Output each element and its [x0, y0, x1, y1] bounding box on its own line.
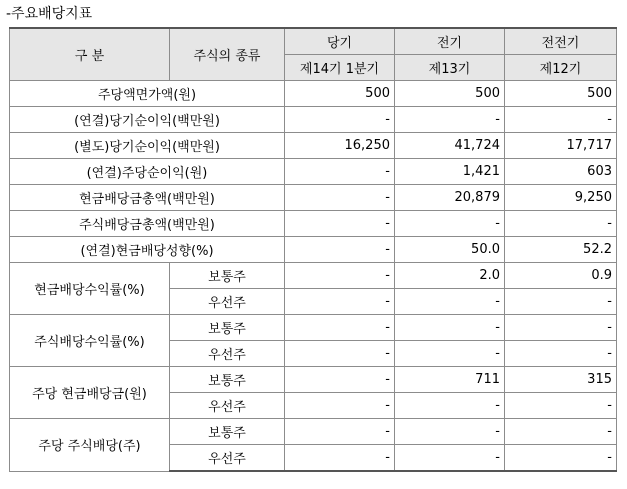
stock-type-cell: 보통주 — [170, 367, 285, 393]
value-cell: 500 — [285, 81, 395, 107]
value-cell: - — [285, 445, 395, 472]
value-cell: 17,717 — [505, 133, 617, 159]
stock-type-cell: 우선주 — [170, 445, 285, 472]
value-cell: - — [285, 419, 395, 445]
value-cell: 315 — [505, 367, 617, 393]
value-cell: - — [285, 185, 395, 211]
value-cell: - — [505, 393, 617, 419]
value-cell: - — [285, 107, 395, 133]
value-cell: - — [395, 107, 505, 133]
group-label: 주당 현금배당금(원) — [10, 367, 170, 419]
table-row — [10, 263, 617, 289]
value-cell: 711 — [395, 367, 505, 393]
period-sub-before-previous: 제12기 — [505, 55, 617, 81]
value-cell: - — [395, 315, 505, 341]
value-cell: - — [505, 211, 617, 237]
stock-type-cell: 보통주 — [170, 263, 285, 289]
value-cell: - — [505, 315, 617, 341]
period-header-before-previous: 전전기 — [505, 28, 617, 55]
period-header-current: 당기 — [285, 28, 395, 55]
header-row — [10, 28, 617, 55]
value-cell: 603 — [505, 159, 617, 185]
value-cell: - — [395, 341, 505, 367]
value-cell: 41,724 — [395, 133, 505, 159]
group-label: 주당 주식배당(주) — [10, 419, 170, 472]
value-cell: 16,250 — [285, 133, 395, 159]
stock-type-cell: 우선주 — [170, 289, 285, 315]
value-cell: - — [395, 211, 505, 237]
table-row — [10, 159, 617, 185]
group-label: 현금배당수익률(%) — [10, 263, 170, 315]
stock-type-cell: 보통주 — [170, 315, 285, 341]
value-cell: - — [505, 289, 617, 315]
value-cell: - — [395, 289, 505, 315]
row-label: (연결)주당순이익(원) — [10, 159, 285, 185]
stock-type-cell: 보통주 — [170, 419, 285, 445]
table-row — [10, 419, 617, 445]
value-cell: 1,421 — [395, 159, 505, 185]
value-cell: - — [505, 445, 617, 472]
value-cell: 50.0 — [395, 237, 505, 263]
row-label: (별도)당기순이익(백만원) — [10, 133, 285, 159]
value-cell: 9,250 — [505, 185, 617, 211]
category-header: 구 분 — [10, 28, 170, 81]
dividend-indicators-table — [9, 27, 617, 472]
row-label: 현금배당금총액(백만원) — [10, 185, 285, 211]
value-cell: 20,879 — [395, 185, 505, 211]
table-row — [10, 315, 617, 341]
value-cell: 500 — [395, 81, 505, 107]
section-title: -주요배당지표 — [6, 6, 93, 22]
table-row — [10, 81, 617, 107]
table-row — [10, 133, 617, 159]
period-sub-current: 제14기 1분기 — [285, 55, 395, 81]
row-label: 주식배당금총액(백만원) — [10, 211, 285, 237]
table-row — [10, 367, 617, 393]
table-row — [10, 185, 617, 211]
value-cell: - — [285, 159, 395, 185]
value-cell: - — [395, 419, 505, 445]
value-cell: - — [285, 237, 395, 263]
value-cell: 500 — [505, 81, 617, 107]
row-label: (연결)당기순이익(백만원) — [10, 107, 285, 133]
group-label: 주식배당수익률(%) — [10, 315, 170, 367]
value-cell: - — [285, 393, 395, 419]
stock-type-header: 주식의 종류 — [170, 28, 285, 81]
value-cell: 0.9 — [505, 263, 617, 289]
table-row — [10, 211, 617, 237]
row-label: 주당액면가액(원) — [10, 81, 285, 107]
period-sub-previous: 제13기 — [395, 55, 505, 81]
value-cell: - — [285, 341, 395, 367]
row-label: (연결)현금배당성향(%) — [10, 237, 285, 263]
value-cell: 52.2 — [505, 237, 617, 263]
table-row — [10, 107, 617, 133]
value-cell: - — [505, 419, 617, 445]
value-cell: - — [505, 341, 617, 367]
value-cell: - — [285, 289, 395, 315]
stock-type-cell: 우선주 — [170, 393, 285, 419]
value-cell: - — [395, 445, 505, 472]
value-cell: - — [285, 367, 395, 393]
period-header-previous: 전기 — [395, 28, 505, 55]
value-cell: - — [505, 107, 617, 133]
table-row — [10, 237, 617, 263]
value-cell: - — [285, 211, 395, 237]
value-cell: 2.0 — [395, 263, 505, 289]
value-cell: - — [285, 315, 395, 341]
stock-type-cell: 우선주 — [170, 341, 285, 367]
value-cell: - — [395, 393, 505, 419]
value-cell: - — [285, 263, 395, 289]
